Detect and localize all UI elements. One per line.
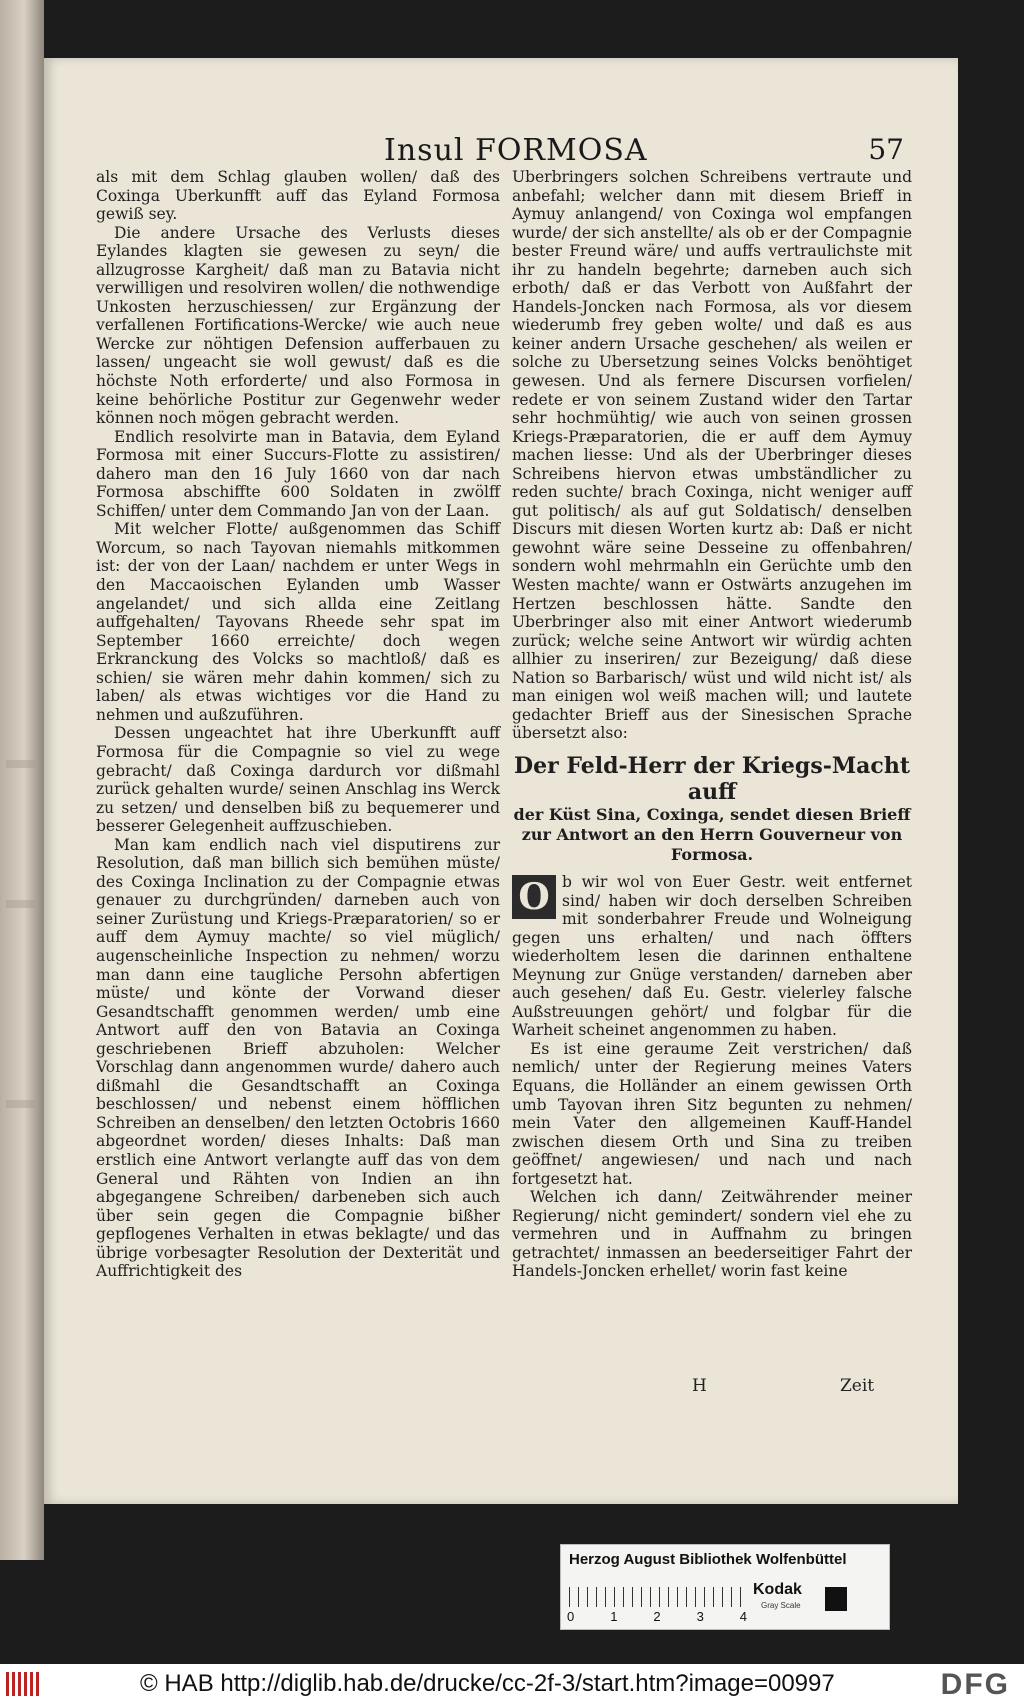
paragraph: als mit dem Schlag glauben wollen/ daß des Coxinga Uberkunfft auff das Eyland Formosa gewiß sey. xyxy=(96,168,500,224)
paragraph: Die andere Ursache des Verlusts dieses Eylandes klagten sie gewesen zu seyn/ die allzugrosse Kargheit/ daß man zu Batavia nicht verwilligen und resolviren wollen/ die nothwendige Unkosten herzuschiessen/ zur Ergänzung der verfallenen Fortifications-Wercke/ wie auch neue Wercke zur nöhtigen Defension aufferbauen zu lassen/ ungeacht sie woll gewust/ daß es die höchste Noth erforderte/ und also Formosa in keine behörliche Postitur zur Gegenwehr weder können noch mögen gebracht werden. xyxy=(96,223,501,428)
letter-heading-line1: Der Feld-Herr der Kriegs-Macht auff xyxy=(514,752,910,805)
signature-mark: H xyxy=(692,1376,707,1396)
letter-paragraph: Es ist eine geraume Zeit verstrichen/ daß nemlich/ unter der Regierung meines Vaters Equans, die Holländer an einem gewissen Orth umb Tayovan ihren Sitz begunten zu nehmen/ mein Vater den allgemeinen Kauff-Handel zwischen diesem Orth und Sina zu treiben geöffnet/ angewiesen/ und nach und nach fortgesetzt hat. xyxy=(512,1039,912,1188)
drop-cap: O xyxy=(512,875,556,919)
hab-logo-icon xyxy=(6,1672,42,1696)
paragraph: Endlich resolvirte man in Batavia, dem Eyland Formosa mit einer Succurs-Flotte zu assistiren/ dahero man den 16 July 1660 von dar nach Formosa abschiffte 600 Soldaten in zwölff Schiffen/ unter dem Commando Jan von der Laan. xyxy=(96,427,500,520)
dfg-logo: DFG xyxy=(940,1668,1010,1701)
left-column xyxy=(96,168,500,1281)
page-number: 57 xyxy=(868,133,904,166)
bleed-through-mark xyxy=(6,1100,36,1108)
viewer-footer xyxy=(0,1664,1024,1704)
bleed-through-mark xyxy=(6,760,36,768)
running-head xyxy=(354,133,904,173)
letter-paragraph xyxy=(512,873,912,1040)
gray-patch-icon xyxy=(825,1587,847,1611)
tick-label: 1 xyxy=(610,1609,618,1624)
ruler-icon xyxy=(569,1587,747,1607)
right-column xyxy=(512,168,912,1281)
book-page xyxy=(44,58,958,1504)
tick-label: 3 xyxy=(696,1609,704,1624)
catchword: Zeit xyxy=(840,1376,875,1396)
tick-label: 0 xyxy=(567,1609,575,1624)
running-title: Insul FORMOSA xyxy=(384,133,648,168)
color-scale-card xyxy=(560,1544,890,1630)
letter-heading xyxy=(512,753,912,865)
letter-text: b wir wol von Euer Gestr. weit entfernet sind/ haben wir doch derselben Schreiben mit sonderbahrer Freude und Wolneigung gegen uns erhalten/ und nach öffters wiederholtem lesen die darinnen enthaltene Meynung zur Gnüge verstanden/ darneben aber auch gesehen/ daß Eu. Gestr. vielerley falsche Außstreuungen gehört/ und folgbar für die Warheit scheinet angenommen zu haben. xyxy=(512,872,912,1040)
library-name: Herzog August Bibliothek Wolfenbüttel xyxy=(569,1551,847,1568)
tick-label: 4 xyxy=(739,1609,747,1624)
letter-heading-line2: der Küst Sina, Coxinga, sendet diesen Brieff zur Antwort an den Herrn Gouverneur von Formosa. xyxy=(513,804,911,864)
letter-paragraph: Welchen ich dann/ Zeitwährender meiner Regierung/ nicht gemindert/ sondern viel ehe zu vermehren und in Auffnahm zu bringen getrachtet/ inmassen an beederseitiger Fahrt der Handels-Joncken erhellet/ worin fast keine xyxy=(512,1188,912,1281)
letter-body xyxy=(512,873,912,1281)
gray-scale-label: Gray Scale xyxy=(761,1601,801,1610)
bleed-through-mark xyxy=(6,900,36,908)
paragraph: Dessen ungeachtet hat ihre Uberkunfft auff Formosa für die Compagnie so viel zu wege gebracht/ daß Coxinga dardurch vor dißmahl zurück gehalten wurde/ seinen Anschlag ins Werck zu setzen/ und denselben biß zu bequemerer und besserer Gelegenheit auffzuschieben. xyxy=(96,724,500,836)
paragraph: Man kam endlich nach viel disputirens zur Resolution, daß man billich sich bemühen müste/ des Coxinga Inclination zu der Compagnie etwas genauer zu durchgründen/ darneben auch von seiner Zurüstung und Kriegs-Præparatorien/ so er auff dem Aymuy machte/ so viel müglich/ augenscheinliche Inspection zu nehmen/ worzu man dann eine taugliche Persohn abfertigen müste/ und könte der Vorwand dieser Gesandtschafft genommen werden/ umb eine Antwort auff den von Batavia an Coxinga geschriebenen Brieff abzuholen: Welcher Vorschlag dann angenommen wurde/ dahero auch dißmahl die Gesandtschafft an Coxinga beschlossen/ und nebenst einem höfflichen Schreiben an denselben/ den letzten Octobris 1660 abgeordnet worden/ dieses Inhalts: Daß man erstlich eine Antwort verlangte auff das von dem General und Rähten von Indien an ihn abgegangene Schreiben/ darbeneben sich auch über sein gegen die Compagnie bißher gepflogenes Verhalten in etwas beklagte/ und das übrige vorbesagter Resolution der Dexterität und Auffrichtigkeit des xyxy=(96,835,500,1281)
ruler-numbers xyxy=(567,1609,747,1624)
tick-label: 2 xyxy=(653,1609,661,1624)
kodak-logo: Kodak xyxy=(753,1581,802,1598)
paragraph: Mit welcher Flotte/ außgenommen das Schiff Worcum, so nach Tayovan niemahls mitkommen ist: der von der Laan/ nachdem er unter Wegs in den Maccaoischen Eylanden umb Wasser angelandet/ und sich allda eine Zeitlang auffgehalten/ Tayovans Rheede sehr spat im September 1660 erreichte/ doch wegen Erkranckung des Volcks so machtloß/ daß es schien/ sie wären mehr dahin kommen/ sich zu laben/ als etwas wichtiges vor die Hand zu nehmen und außzuführen. xyxy=(96,520,500,724)
previous-page-edge xyxy=(0,0,44,1560)
paragraph: Uberbringers solchen Schreibens vertraute und anbefahl; welcher dann mit diesem Brieff in Aymuy anlangend/ von Coxinga wol empfangen wurde/ der sich anstellte/ als ob er der Compagnie bester Freund wäre/ und auffs vertraulichste mit ihr zu handeln begehrte; darneben auch sich erboth/ daß er das Verbott von Außfahrt der Handels-Joncken nach Formosa, als vor diesem wiederumb frey geben wolte/ und daß es aus keiner andern Ursache geschehen/ als weilen er solche zu Ubersetzung seines Volcks benöhtiget gewesen. Und als fernere Discursen vorfielen/ redete er von seinem Zustand wider den Tartar sehr hochmühtig/ wie auch von seinen grossen Kriegs-Præparatorien, die er auff dem Aymuy machen liesse: Und als der Uberbringer dieses Schreibens hiervon etwas umbständlicher zu reden suchte/ brach Coxinga, nicht weniger auff gut politisch/ als auf gut Soldatisch/ denselben Discurs mit diesen Worten kurtz ab: Daß er nicht gewohnt wäre seine Desseine zu offenbahren/ sondern wohl mehrmahln ein Gerüchte umb den Westen machte/ wann er Ostwärts anzugehen im Hertzen beschlossen hätte. Sandte den Uberbringer also mit einer Antwort wiederumb zurück; welche seine Antwort wir würdig achten allhier zu inseriren/ zur Bezeigung/ daß diese Nation so Barbarisch/ wüst und wild nicht ist/ als man einigen wol weiß machen will; und lautete gedachter Brieff aus der Sinesischen Sprache übersetzt also: xyxy=(512,168,912,743)
source-link[interactable]: © HAB http://diglib.hab.de/drucke/cc-2f-3/start.htm?image=00997 xyxy=(140,1670,835,1697)
